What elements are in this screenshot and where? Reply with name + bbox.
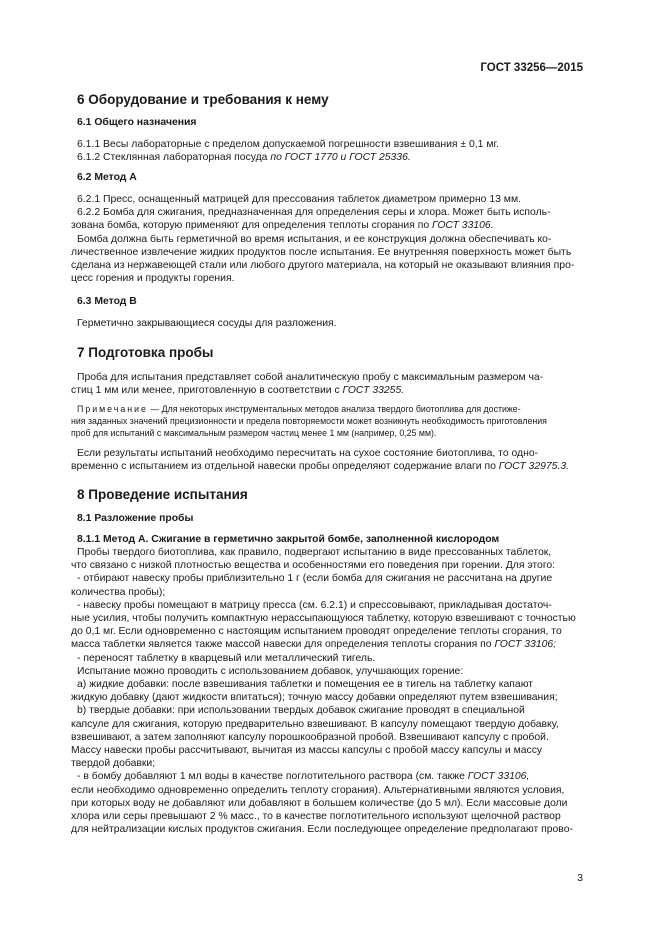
bomb-line2: личественное извлечение жидких продуктов после испытания. Ее внутренняя поверхность может быть: [71, 246, 572, 258]
section-6-2-title: 6.2 Метод А: [77, 172, 137, 183]
body-line: Испытание можно проводить с использованием добавок, улучшающих горение:: [77, 665, 464, 677]
list-item: - отбирают навеску пробы приблизительно 1 г (если бомба для сжигания не рассчитана на другие: [77, 573, 553, 585]
paragraph-6-1-2: 6.1.2 Стеклянная лабораторная посуда по ГОСТ 1770 и ГОСТ 25336.: [77, 152, 411, 164]
note-line2: ния заданных значений прецизионности и предела повторяемости может возникнуть необходимость приготовления: [71, 416, 547, 426]
list-item: - навеску пробы помещают в матрицу пресса (см. 6.2.1) и спрессовывают, прикладывая достаточ-: [77, 599, 552, 611]
body-line: при которых воду не добавляют или добавляют в большем количестве (до 5 мл). Если массовые доли: [71, 797, 568, 809]
page-number: 3: [577, 873, 583, 884]
section-6-1-title: 6.1 Общего назначения: [77, 117, 197, 128]
section-8-1-title: 8.1 Разложение пробы: [77, 513, 194, 524]
document-code: ГОСТ 33256—2015: [480, 62, 583, 74]
paragraph-6-2-2-line1: 6.2.2 Бомба для сжигания, предназначенная для определения серы и хлора. Может быть исполь-: [77, 207, 551, 219]
paragraph-6-2-2-line2: зована бомба, которую применяют для определения теплоты сгорания по ГОСТ 33106.: [71, 220, 494, 232]
body-line: что связано с низкой плотностью вещества и особенностями его поведения при горении. Для этого:: [71, 560, 556, 572]
bomb-line3: сделана из нержавеющей стали или любого другого материала, на который не оказывают влияния про-: [71, 260, 575, 272]
section-7-p1-line2: стиц 1 мм или менее, приготовленную в соответствии с ГОСТ 33255.: [71, 385, 405, 397]
paragraph-6-1-1: 6.1.1 Весы лабораторные с пределом допускаемой погрешности взвешивания ± 0,1 мг.: [77, 139, 499, 150]
body-line: количества пробы);: [71, 586, 166, 598]
note-line3: проб для испытаний с максимальным размером частиц менее 1 мм (например, 0,25 мм).: [71, 428, 437, 438]
list-item: а) жидкие добавки: после взвешивания таблетки и помещения ее в тигель на таблетку капают: [77, 679, 534, 691]
body-line: Пробы твердого биотоплива, как правило, подвергают испытанию в виде прессованных таблеток,: [77, 547, 552, 558]
list-item: b) твердые добавки: при использовании твердых добавок сжигание проводят в специальной: [77, 705, 525, 717]
bomb-line4: цесс горения и продукты горения.: [71, 273, 235, 285]
section-7-title: 7 Подготовка пробы: [77, 345, 214, 360]
section-7-p2-line1: Если результаты испытаний необходимо пересчитать на сухое состояние биотоплива, то одно-: [77, 448, 539, 459]
section-8-1-1-title: 8.1.1 Метод А. Сжигание в герметично закрытой бомбе, заполненной кислородом: [77, 534, 500, 545]
body-line: до 0,1 мг. Если одновременно с настоящим испытанием проводят определение теплоты сгорания, то: [71, 626, 562, 638]
bomb-line1: Бомба должна быть герметичной во время испытания, и ее конструкция должна обеспечивать ко-: [77, 233, 552, 245]
body-line: жидкую добавку (дают жидкости впитаться); точную массу добавки определяют путем взвешивания;: [71, 692, 558, 704]
body-line: масса таблетки является также массой навески для определения теплоты сгорания по ГОСТ 33106;: [71, 639, 557, 651]
section-6-3-title: 6.3 Метод В: [77, 296, 137, 307]
section-7-p1-line1: Проба для испытания представляет собой аналитическую пробу с максимальным размером ча-: [77, 372, 544, 383]
paragraph-6-3: Герметично закрывающиеся сосуды для разложения.: [77, 318, 337, 329]
body-line: твердой добавки;: [71, 758, 156, 770]
list-item: - переносят таблетку в кварцевый или металлический тигель.: [77, 652, 376, 664]
list-item: - в бомбу добавляют 1 мл воды в качестве поглотительного раствора (см. также ГОСТ 33106,: [77, 771, 530, 783]
body-line: капсуле для сжигания, которую предварительно взвешивают. В капсулу помещают твердую добавку,: [71, 718, 559, 730]
section-8-title: 8 Проведение испытания: [77, 487, 248, 502]
section-7-p2-line2: временно с испытанием из отдельной навески пробы определяют содержание влаги по ГОСТ 32975.3.: [71, 461, 569, 473]
body-line: Массу навески пробы рассчитывают, вычитая из массы капсулы с пробой массу капсулы и массу: [71, 745, 543, 757]
section-6-title: 6 Оборудование и требования к нему: [77, 92, 329, 107]
paragraph-6-2-1: 6.2.1 Пресс, оснащенный матрицей для прессования таблеток диаметром примерно 13 мм.: [77, 194, 521, 205]
body-line: если необходимо одновременно определить теплоту сгорания). Альтернативными являются условия,: [71, 784, 565, 796]
body-line: для нейтрализации кислых продуктов сжигания. Если последующее определение предполагают прово-: [71, 824, 573, 836]
body-line: ные усилия, чтобы получить компактную нерассыпающуюся таблетку, которую взвешивают с точностью: [71, 613, 576, 625]
body-line: хлора или серы превышают 2 % масс., то в качестве поглотительного используют щелочной раствор: [71, 811, 561, 823]
note-line1: Примечание — Для некоторых инструментальных методов анализа твердого биотоплива для достиже-: [77, 404, 521, 414]
body-line: взвешивают, а затем заполняют капсулу порошкообразной пробой. Взвешивают капсулу с пробой.: [71, 731, 549, 743]
section-8-body: [71, 546, 589, 836]
